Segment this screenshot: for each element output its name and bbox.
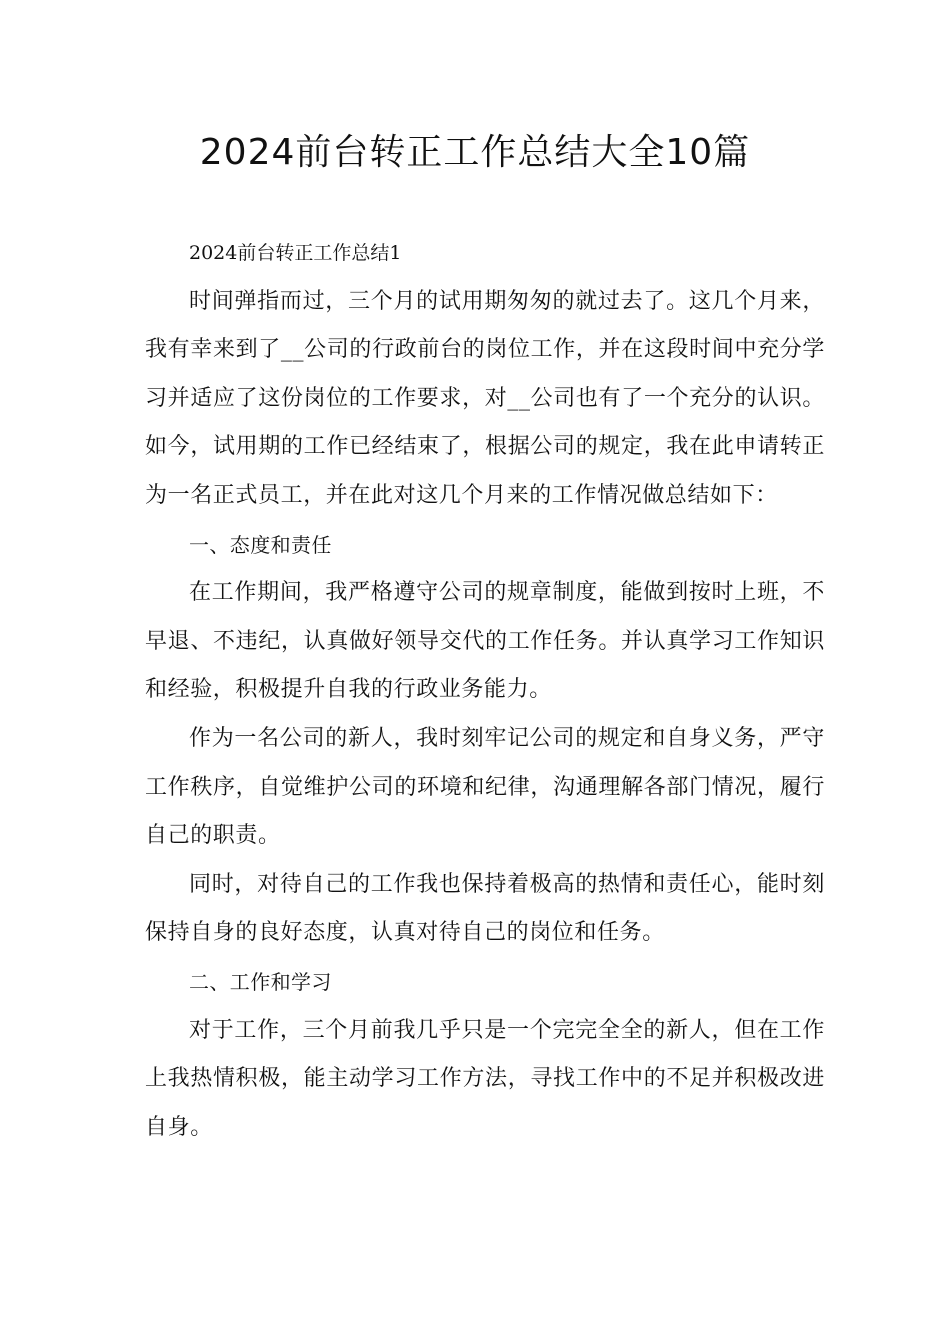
document-body bbox=[145, 229, 825, 1152]
paragraph-intro: 时间弹指而过，三个月的试用期匆匆的就过去了。这几个月来，我有幸来到了__公司的行政前台的岗位工作，并在这段时间中充分学习并适应了这份岗位的工作要求，对__公司也有了一个充分的认识。如今，试用期的工作已经结束了，根据公司的规定，我在此申请转正为一名正式员工，并在此对这几个月来的工作情况做总结如下： bbox=[145, 288, 825, 508]
paragraph-discipline: 在工作期间，我严格遵守公司的规章制度，能做到按时上班，不早退、不违纪，认真做好领导交代的工作任务。并认真学习工作知识和经验，积极提升自我的行政业务能力。 bbox=[145, 580, 825, 703]
document-title: 2024前台转正工作总结大全10篇 bbox=[199, 132, 751, 173]
section-heading-work-study: 二、工作和学习 bbox=[189, 969, 332, 994]
section-subtitle: 2024前台转正工作总结1 bbox=[189, 242, 402, 264]
paragraph-enthusiasm: 同时，对待自己的工作我也保持着极高的热情和责任心，能时刻保持自身的良好态度，认真对待自己的岗位和任务。 bbox=[145, 871, 825, 946]
section-heading-attitude: 一、态度和责任 bbox=[189, 532, 332, 557]
paragraph-work: 对于工作，三个月前我几乎只是一个完完全全的新人，但在工作上我热情积极，能主动学习工作方法，寻找工作中的不足并积极改进自身。 bbox=[145, 1017, 825, 1140]
paragraph-newcomer: 作为一名公司的新人，我时刻牢记公司的规定和自身义务，严守工作秩序，自觉维护公司的环境和纪律，沟通理解各部门情况，履行自己的职责。 bbox=[145, 725, 825, 849]
